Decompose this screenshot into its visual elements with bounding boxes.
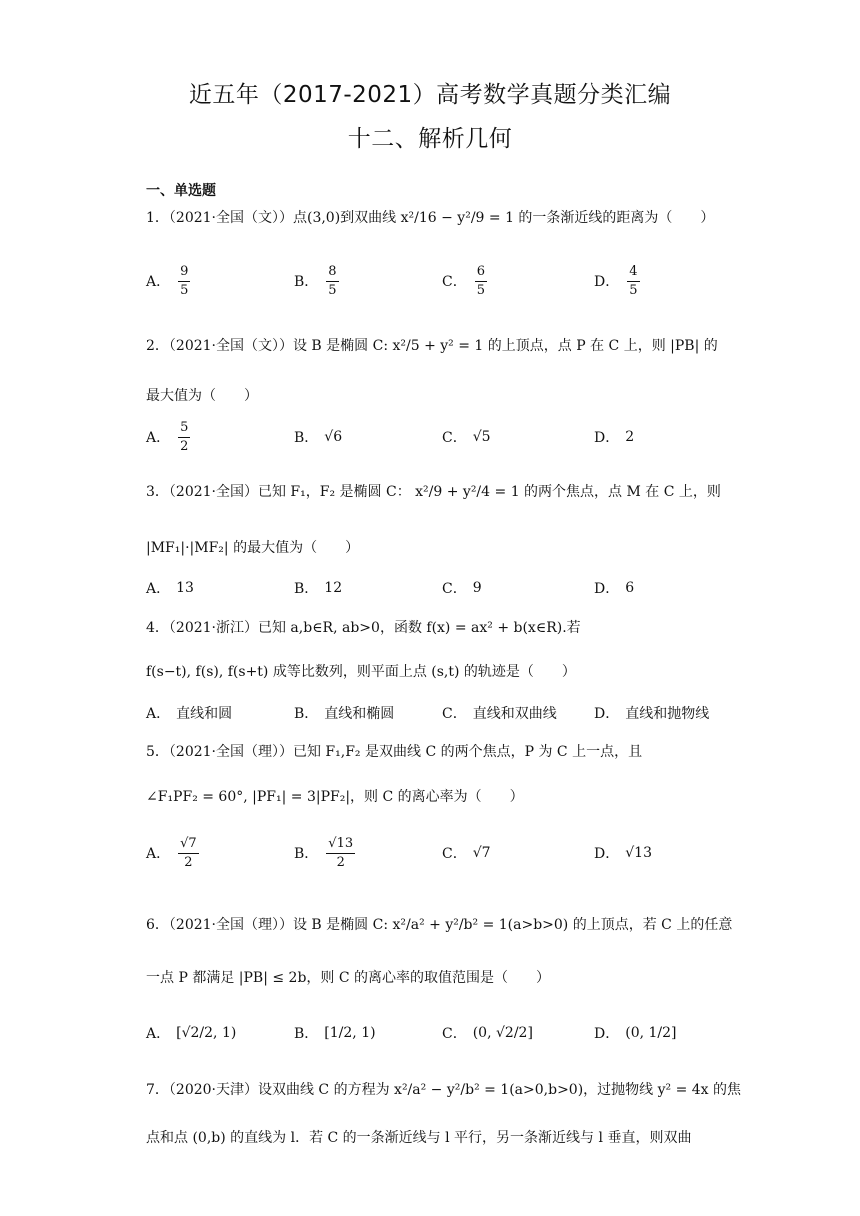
- option-b[interactable]: [294, 1010, 376, 1056]
- option-label: D．: [594, 706, 620, 722]
- option-label: C．: [442, 846, 467, 862]
- option-value: 2: [625, 429, 635, 445]
- option-label: C．: [442, 1026, 467, 1042]
- option-label: C．: [442, 581, 467, 597]
- question-3-text-line-2: |MF₁|·|MF₂| 的最大值为（ ）: [146, 540, 360, 556]
- option-b[interactable]: [294, 830, 357, 876]
- fraction-denominator: 5: [180, 282, 189, 298]
- option-label: A．: [146, 430, 171, 446]
- question-1-text: 1．（2021·全国（文））点(3,0)到双曲线 x²/16 − y²/9 = 1 的一条渐近线的距离为（ ）: [146, 210, 715, 226]
- option-b[interactable]: [294, 258, 341, 304]
- option-label: A．: [146, 581, 171, 597]
- option-label: A．: [146, 274, 171, 290]
- option-value: [√2/2, 1): [176, 1025, 237, 1041]
- option-label: B．: [294, 430, 319, 446]
- option-label: D．: [594, 846, 620, 862]
- option-label: B．: [294, 1026, 319, 1042]
- option-a[interactable]: [146, 565, 194, 611]
- option-d[interactable]: [594, 414, 634, 460]
- fraction-denominator: 2: [180, 438, 189, 454]
- option-b[interactable]: [294, 414, 342, 460]
- fraction-numerator: √13: [326, 835, 355, 854]
- option-value: √6: [324, 429, 343, 445]
- question-6-options: [146, 1010, 746, 1056]
- option-value: √7: [472, 845, 491, 861]
- section-heading: 一、单选题: [146, 183, 216, 199]
- option-d[interactable]: [594, 1010, 677, 1056]
- question-4-text-line-1: 4．（2021·浙江）已知 a,b∈R, ab>0，函数 f(x) = ax² + b(x∈R).若: [146, 620, 581, 636]
- option-value: 直线和椭圆: [324, 706, 395, 722]
- fraction-denominator: 2: [184, 854, 193, 870]
- option-label: B．: [294, 274, 319, 290]
- option-value: √5: [472, 429, 491, 445]
- option-label: B．: [294, 706, 319, 722]
- option-label: D．: [594, 430, 620, 446]
- option-a[interactable]: [146, 414, 192, 460]
- option-c[interactable]: [442, 414, 491, 460]
- fraction-denominator: 5: [328, 282, 337, 298]
- fraction-denominator: 5: [476, 282, 485, 298]
- option-c[interactable]: [442, 830, 491, 876]
- option-label: D．: [594, 581, 620, 597]
- fraction-denominator: 5: [629, 282, 638, 298]
- fraction-numerator: 5: [178, 419, 190, 438]
- option-a[interactable]: [146, 1010, 236, 1056]
- option-c[interactable]: [442, 565, 482, 611]
- option-value: √13: [625, 845, 652, 861]
- option-value: 9: [472, 580, 482, 596]
- document-title: 近五年（2017-2021）高考数学真题分类汇编: [188, 82, 672, 108]
- question-7-text-line-1: 7．（2020·天津）设双曲线 C 的方程为 x²/a² − y²/b² = 1(a>0,b>0)，过抛物线 y² = 4x 的焦: [146, 1082, 742, 1098]
- fraction-numerator: 8: [326, 263, 338, 282]
- option-label: C．: [442, 706, 467, 722]
- option-a[interactable]: [146, 830, 201, 876]
- question-6-text-line-1: 6．（2021·全国（理））设 B 是椭圆 C: x²/a² + y²/b² = 1(a>b>0) 的上顶点，若 C 上的任意: [146, 917, 733, 933]
- question-6-text-line-2: 一点 P 都满足 |PB| ≤ 2b，则 C 的离心率的取值范围是（ ）: [146, 970, 551, 986]
- option-c[interactable]: [442, 1010, 533, 1056]
- question-5-text-line-2: ∠F₁PF₂ = 60°, |PF₁| = 3|PF₂|，则 C 的离心率为（ ）: [146, 789, 524, 805]
- question-3-text-line-1: 3．（2021·全国）已知 F₁，F₂ 是椭圆 C： x²/9 + y²/4 = 1 的两个焦点，点 M 在 C 上，则: [146, 484, 721, 500]
- option-c[interactable]: [442, 258, 489, 304]
- question-2-options: [146, 414, 746, 460]
- fraction-numerator: √7: [178, 835, 199, 854]
- option-label: D．: [594, 1026, 620, 1042]
- option-label: D．: [594, 274, 620, 290]
- option-label: A．: [146, 706, 171, 722]
- option-label: A．: [146, 846, 171, 862]
- question-4-text-line-2: f(s−t), f(s), f(s+t) 成等比数列，则平面上点 (s,t) 的轨迹是（ ）: [146, 664, 576, 680]
- option-d[interactable]: [594, 258, 642, 304]
- question-2-text-line-2: 最大值为（ ）: [146, 388, 258, 404]
- option-value: 13: [176, 580, 194, 596]
- option-value: (0, 1/2]: [625, 1025, 677, 1041]
- question-4-options: [146, 690, 746, 736]
- option-a[interactable]: [146, 690, 232, 736]
- option-d[interactable]: [594, 565, 634, 611]
- question-5-text-line-1: 5．（2021·全国（理））已知 F₁,F₂ 是双曲线 C 的两个焦点，P 为 C 上一点，且: [146, 744, 643, 760]
- option-d[interactable]: [594, 830, 652, 876]
- question-7-text-line-2: 点和点 (0,b) 的直线为 l．若 C 的一条渐近线与 l 平行，另一条渐近线与 l 垂直，则双曲: [146, 1130, 692, 1146]
- option-d[interactable]: [594, 690, 709, 736]
- option-c[interactable]: [442, 690, 557, 736]
- fraction-numerator: 9: [178, 263, 190, 282]
- option-b[interactable]: [294, 565, 342, 611]
- question-2-text-line-1: 2．（2021·全国（文））设 B 是椭圆 C: x²/5 + y² = 1 的上顶点，点 P 在 C 上，则 |PB| 的: [146, 338, 718, 354]
- question-1-options: [146, 258, 746, 304]
- option-b[interactable]: [294, 690, 394, 736]
- question-5-options: [146, 830, 746, 876]
- option-value: (0, √2/2]: [472, 1025, 533, 1041]
- option-value: 直线和圆: [176, 706, 233, 722]
- option-value: 6: [625, 580, 635, 596]
- option-value: 12: [324, 580, 343, 596]
- option-label: B．: [294, 846, 319, 862]
- fraction-numerator: 6: [475, 263, 487, 282]
- option-label: B．: [294, 581, 319, 597]
- option-label: C．: [442, 430, 467, 446]
- fraction-numerator: 4: [627, 263, 639, 282]
- document-subtitle: 十二、解析几何: [347, 126, 513, 152]
- option-value: 直线和双曲线: [472, 706, 557, 722]
- option-label: C．: [442, 274, 467, 290]
- option-a[interactable]: [146, 258, 192, 304]
- option-value: [1/2, 1): [324, 1025, 376, 1041]
- option-value: 直线和抛物线: [625, 706, 710, 722]
- option-label: A．: [146, 1026, 171, 1042]
- fraction-denominator: 2: [336, 854, 345, 870]
- question-3-options: [146, 565, 746, 611]
